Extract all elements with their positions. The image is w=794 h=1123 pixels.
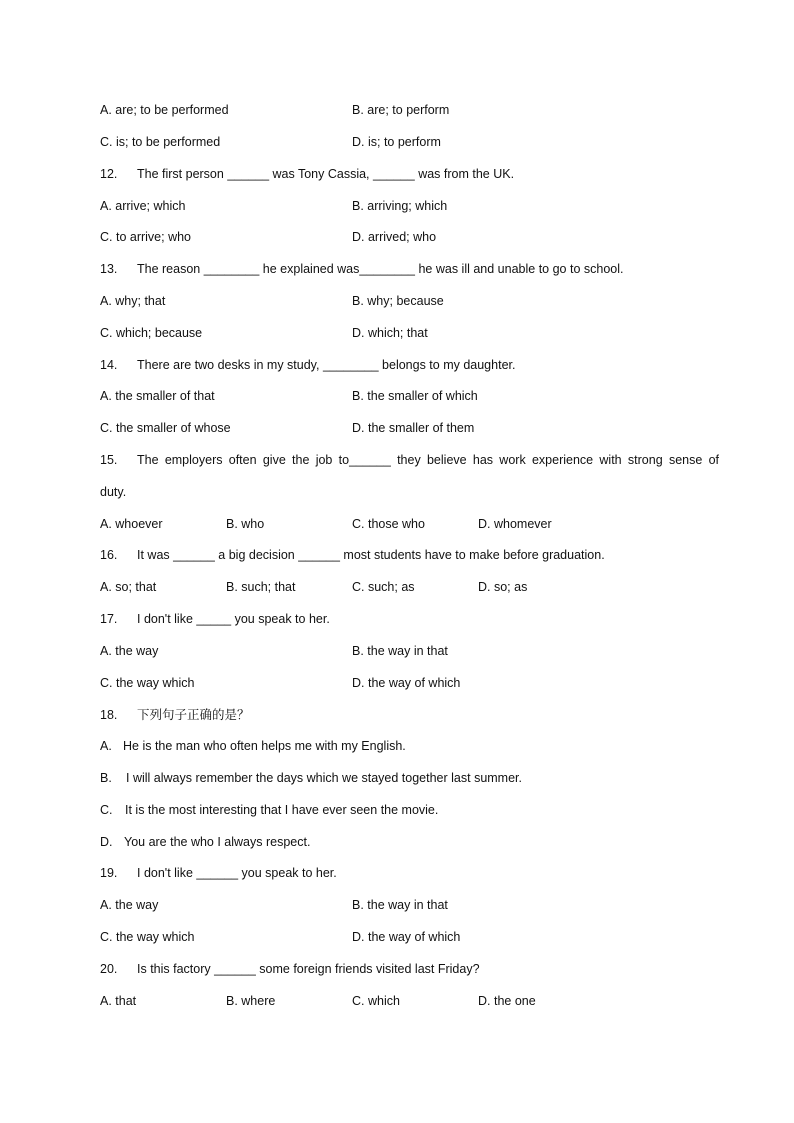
option-text: You are the who I always respect. bbox=[124, 835, 311, 849]
q17-option-a: A. the way bbox=[100, 644, 159, 658]
q13-option-d: D. which; that bbox=[352, 326, 428, 340]
option-letter: C. bbox=[100, 803, 113, 817]
question-number: 18. bbox=[100, 708, 118, 722]
option-text: He is the man who often helps me with my English. bbox=[123, 739, 406, 753]
option-letter: D. bbox=[100, 835, 113, 849]
q17-option-d: D. the way of which bbox=[352, 676, 461, 690]
q15-option-c: C. those who bbox=[352, 517, 425, 531]
option-letter: A. bbox=[100, 739, 112, 753]
question-14 bbox=[100, 355, 515, 375]
q19-option-a: A. the way bbox=[100, 898, 159, 912]
q11-option-d: D. is; to perform bbox=[352, 135, 441, 149]
q18-option-b bbox=[100, 768, 522, 788]
question-stem: The reason ________ he explained was________ he was ill and unable to go to school. bbox=[137, 262, 624, 276]
question-15-continuation: duty. bbox=[100, 485, 127, 499]
q19-option-c: C. the way which bbox=[100, 930, 195, 944]
q12-option-a: A. arrive; which bbox=[100, 199, 186, 213]
q11-option-c: C. is; to be performed bbox=[100, 135, 221, 149]
q20-option-d: D. the one bbox=[478, 994, 536, 1008]
q18-option-a bbox=[100, 736, 406, 756]
question-17 bbox=[100, 609, 330, 629]
q11-option-a: A. are; to be performed bbox=[100, 103, 229, 117]
q19-option-b: B. the way in that bbox=[352, 898, 448, 912]
q16-option-a: A. so; that bbox=[100, 580, 157, 594]
question-12 bbox=[100, 164, 514, 184]
question-number: 14. bbox=[100, 358, 118, 372]
question-number: 12. bbox=[100, 167, 118, 181]
q14-option-a: A. the smaller of that bbox=[100, 389, 215, 403]
q11-option-b: B. are; to perform bbox=[352, 103, 450, 117]
question-stem: The employers often give the job to______ they believe has work experience with strong sense of bbox=[137, 453, 719, 467]
q16-option-b: B. such; that bbox=[226, 580, 296, 594]
question-19 bbox=[100, 863, 337, 883]
q14-option-b: B. the smaller of which bbox=[352, 389, 478, 403]
option-letter: B. bbox=[100, 771, 112, 785]
question-stem: 下列句子正确的是？ bbox=[137, 707, 250, 722]
question-number: 13. bbox=[100, 262, 118, 276]
q15-option-d: D. whomever bbox=[478, 517, 552, 531]
question-16 bbox=[100, 545, 605, 565]
question-13 bbox=[100, 259, 623, 279]
question-20 bbox=[100, 959, 480, 979]
option-text: I will always remember the days which we stayed together last summer. bbox=[126, 771, 522, 785]
q13-option-b: B. why; because bbox=[352, 294, 444, 308]
question-number: 17. bbox=[100, 612, 118, 626]
q17-option-b: B. the way in that bbox=[352, 644, 448, 658]
q16-option-c: C. such; as bbox=[352, 580, 415, 594]
q16-option-d: D. so; as bbox=[478, 580, 528, 594]
question-number: 20. bbox=[100, 962, 118, 976]
question-stem: The first person ______ was Tony Cassia, ______ was from the UK. bbox=[137, 167, 515, 181]
q12-option-c: C. to arrive; who bbox=[100, 230, 192, 244]
q13-option-c: C. which; because bbox=[100, 326, 203, 340]
q20-option-a: A. that bbox=[100, 994, 137, 1008]
question-stem: I don't like _____ you speak to her. bbox=[137, 612, 330, 626]
question-stem: There are two desks in my study, ________ belongs to my daughter. bbox=[137, 358, 516, 372]
q13-option-a: A. why; that bbox=[100, 294, 166, 308]
q19-option-d: D. the way of which bbox=[352, 930, 461, 944]
q18-option-c bbox=[100, 800, 438, 820]
q12-option-b: B. arriving; which bbox=[352, 199, 448, 213]
question-stem: It was ______ a big decision ______ most students have to make before graduation. bbox=[137, 548, 605, 562]
q18-option-d bbox=[100, 832, 310, 852]
question-number: 19. bbox=[100, 866, 118, 880]
q20-option-c: C. which bbox=[352, 994, 400, 1008]
q15-option-a: A. whoever bbox=[100, 517, 163, 531]
q15-option-b: B. who bbox=[226, 517, 265, 531]
q20-option-b: B. where bbox=[226, 994, 276, 1008]
q14-option-c: C. the smaller of whose bbox=[100, 421, 231, 435]
q12-option-d: D. arrived; who bbox=[352, 230, 437, 244]
question-stem: I don't like ______ you speak to her. bbox=[137, 866, 337, 880]
question-number: 15. bbox=[100, 453, 118, 467]
question-number: 16. bbox=[100, 548, 118, 562]
option-text: It is the most interesting that I have ever seen the movie. bbox=[125, 803, 439, 817]
question-15 bbox=[100, 450, 719, 470]
question-18 bbox=[100, 705, 250, 725]
question-stem: Is this factory ______ some foreign friends visited last Friday? bbox=[137, 962, 480, 976]
q17-option-c: C. the way which bbox=[100, 676, 195, 690]
q14-option-d: D. the smaller of them bbox=[352, 421, 475, 435]
